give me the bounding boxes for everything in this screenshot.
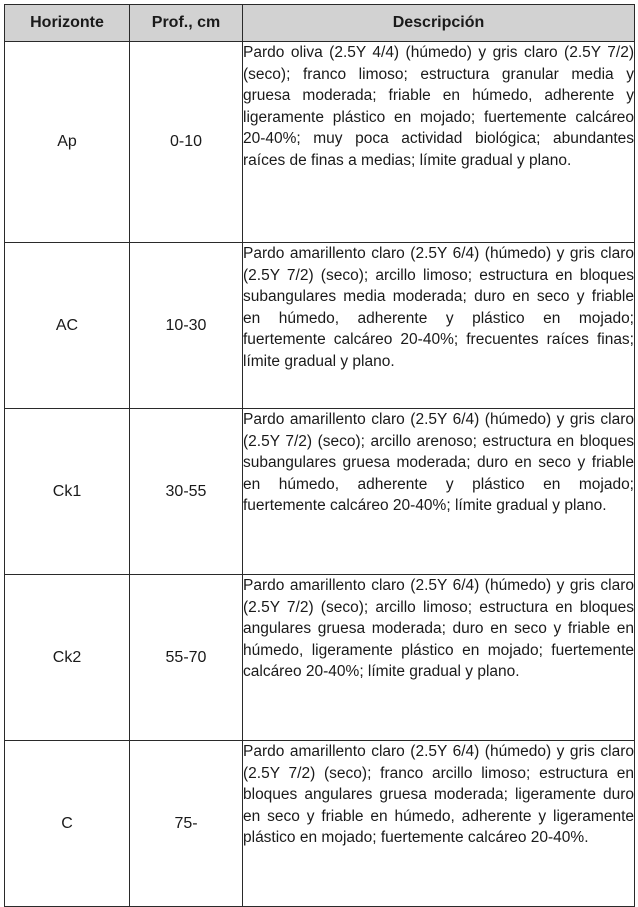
horizon-cell: Ck1 [5, 409, 130, 575]
horizon-cell: AC [5, 243, 130, 409]
soil-profile-table [4, 4, 635, 907]
depth-cell: 55-70 [130, 575, 243, 741]
table-row [5, 575, 635, 741]
description-cell: Pardo amarillento claro (2.5Y 6/4) (húmedo) y gris claro (2.5Y 7/2) (seco); franco arcillo limoso; estructura en bloques angulares gruesa moderada; ligeramente duro en seco y friable en húmedo, adherente y ligeramente plástico en mojado; fuertemente calcáreo 20-40%. [243, 741, 635, 907]
header-horizon: Horizonte [5, 5, 130, 42]
header-description: Descripción [243, 5, 635, 42]
header-depth: Prof., cm [130, 5, 243, 42]
description-cell: Pardo amarillento claro (2.5Y 6/4) (húmedo) y gris claro (2.5Y 7/2) (seco); arcillo limoso; estructura en bloques angulares gruesa moderada; duro en seco y friable en húmedo, ligeramente plástico en mojado; fuertemente calcáreo 20-40%; límite gradual y plano. [243, 575, 635, 741]
horizon-cell: C [5, 741, 130, 907]
depth-cell: 10-30 [130, 243, 243, 409]
depth-cell: 30-55 [130, 409, 243, 575]
depth-cell: 75- [130, 741, 243, 907]
description-cell: Pardo amarillento claro (2.5Y 6/4) (húmedo) y gris claro (2.5Y 7/2) (seco); arcillo limoso; estructura en bloques subangulares media moderada; duro en seco y friable en húmedo, adherente y plástico en mojado; fuertemente calcáreo 20-40%; frecuentes raíces finas; límite gradual y plano. [243, 243, 635, 409]
table-row [5, 243, 635, 409]
depth-cell: 0-10 [130, 42, 243, 243]
table-row [5, 42, 635, 243]
table-body [5, 42, 635, 907]
header-row [5, 5, 635, 42]
table-header [5, 5, 635, 42]
table-row [5, 741, 635, 907]
table-row [5, 409, 635, 575]
horizon-cell: Ap [5, 42, 130, 243]
horizon-cell: Ck2 [5, 575, 130, 741]
description-cell: Pardo amarillento claro (2.5Y 6/4) (húmedo) y gris claro (2.5Y 7/2) (seco); arcillo arenoso; estructura en bloques subangulares gruesa moderada; duro en seco y friable en húmedo, adherente y plástico en mojado; fuertemente calcáreo 20-40%; límite gradual y plano. [243, 409, 635, 575]
description-cell: Pardo oliva (2.5Y 4/4) (húmedo) y gris claro (2.5Y 7/2) (seco); franco limoso; estructura granular media y gruesa moderada; friable en húmedo, adherente y ligeramente plástico en mojado; fuertemente calcáreo 20-40%; muy poca actividad biológica; abundantes raíces de finas a medias; límite gradual y plano. [243, 42, 635, 243]
